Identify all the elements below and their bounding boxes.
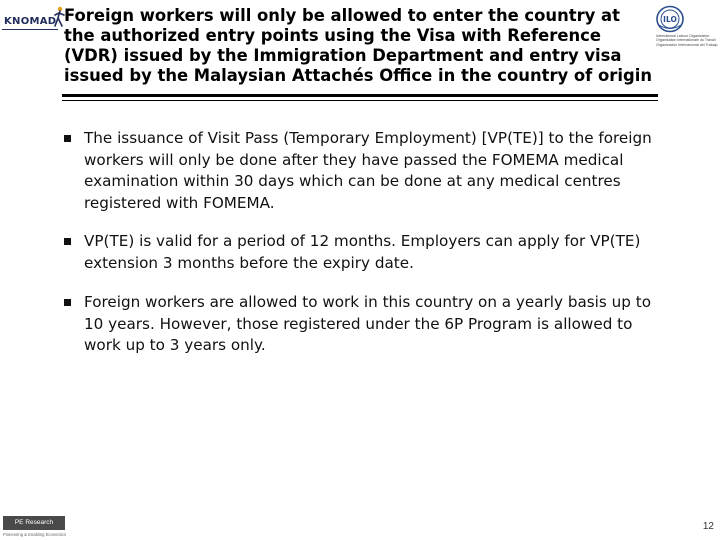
square-bullet-icon	[64, 135, 71, 142]
square-bullet-icon	[64, 238, 71, 245]
pe-research-tagline: Pioneering & Enabling Economics	[3, 532, 67, 537]
ilo-emblem-icon	[655, 5, 685, 33]
svg-text:ILO: ILO	[663, 15, 677, 24]
bullet-text: The issuance of Visit Pass (Temporary Employment) [VP(TE)] to the foreign workers will only be done after they have passed the FOMEMA medical examination within 30 days which can be done at any medical centres registered with FOMEMA.	[84, 129, 652, 212]
pe-research-logo: PE Research	[3, 516, 65, 530]
knomad-logo	[2, 6, 64, 36]
page-number: 12	[702, 521, 714, 532]
slide-title: Foreign workers will only be allowed to enter the country at the authorized entry points using the Visa with Reference (VDR) issued by the Immigration Department and entry visa issued by the Malaysian Attachés Office in the country of origin	[64, 6, 652, 85]
ilo-caption: International Labour Organization Organisation internationale du Travail Organización Internacional del Trabajo	[656, 34, 718, 47]
bullet-item	[64, 231, 664, 274]
bullet-item	[64, 128, 664, 214]
square-bullet-icon	[64, 299, 71, 306]
knomad-logo-underline	[2, 29, 58, 30]
title-divider-thick	[62, 94, 658, 97]
bullet-list	[64, 128, 664, 374]
title-divider-thin	[62, 100, 658, 101]
bullet-text: Foreign workers are allowed to work in this country on a yearly basis up to 10 years. However, those registered under the 6P Program is allowed to work up to 3 years only.	[84, 293, 651, 354]
knomad-logo-text: KNOMAD	[4, 16, 57, 27]
bullet-item	[64, 292, 664, 357]
bullet-text: VP(TE) is valid for a period of 12 months. Employers can apply for VP(TE) extension 3 months before the expiry date.	[84, 232, 641, 272]
